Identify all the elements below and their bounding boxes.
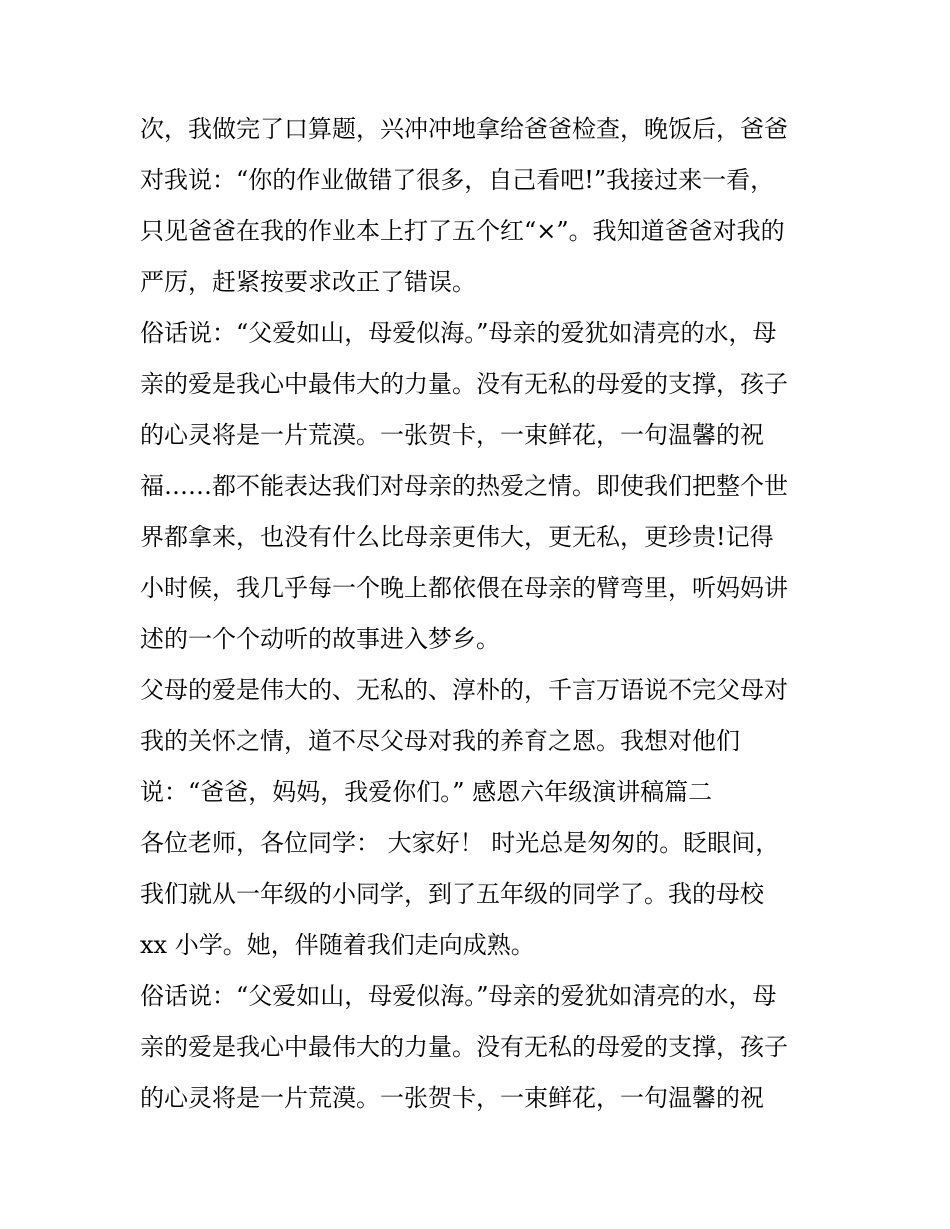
text-line: 次，我做完了口算题，兴冲冲地拿给爸爸检查，晚饭后，爸爸: [140, 115, 788, 143]
text-line: 亲的爱是我心中最伟大的力量。没有无私的母爱的支撑，孩子: [140, 1033, 788, 1061]
text-line: 对我说：“你的作业做错了很多，自己看吧!”我接过来一看，: [140, 166, 775, 194]
text-line: xx 小学。她，伴随着我们走向成熟。: [140, 931, 535, 959]
text-line: 俗话说：“父爱如山，母爱似海。”母亲的爱犹如清亮的水，母: [140, 319, 777, 347]
text-line: 严厉，赶紧按要求改正了错误。: [140, 268, 476, 296]
text-line: 的心灵将是一片荒漠。一张贺卡，一束鲜花，一句温馨的祝: [140, 1084, 764, 1112]
text-line: 我们就从一年级的小同学，到了五年级的同学了。我的母校: [140, 880, 764, 908]
text-line: 说：“爸爸，妈妈，我爱你们。” 感恩六年级演讲稿篇二: [140, 778, 713, 806]
text-line: 述的一个个动听的故事进入梦乡。: [140, 625, 500, 653]
text-line: 我的关怀之情，道不尽父母对我的养育之恩。我想对他们: [140, 727, 740, 755]
text-line: 亲的爱是我心中最伟大的力量。没有无私的母爱的支撑，孩子: [140, 370, 788, 398]
text-line: 俗话说：“父爱如山，母爱似海。”母亲的爱犹如清亮的水，母: [140, 982, 777, 1010]
text-line: 的心灵将是一片荒漠。一张贺卡，一束鲜花，一句温馨的祝: [140, 421, 764, 449]
text-line: 各位老师，各位同学： 大家好！ 时光总是匆匆的。眨眼间，: [140, 829, 780, 857]
text-line: 小时候，我几乎每一个晚上都依偎在母亲的臂弯里，听妈妈讲: [140, 574, 788, 602]
text-line: 只见爸爸在我的作业本上打了五个红“×”。我知道爸爸对我的: [140, 217, 785, 245]
text-line: 父母的爱是伟大的、无私的、淳朴的，千言万语说不完父母对: [140, 676, 788, 704]
text-line: 福……都不能表达我们对母亲的热爱之情。即使我们把整个世: [140, 472, 788, 500]
document-body: [140, 104, 820, 1124]
text-line: 界都拿来，也没有什么比母亲更伟大，更无私，更珍贵!记得: [140, 523, 774, 551]
